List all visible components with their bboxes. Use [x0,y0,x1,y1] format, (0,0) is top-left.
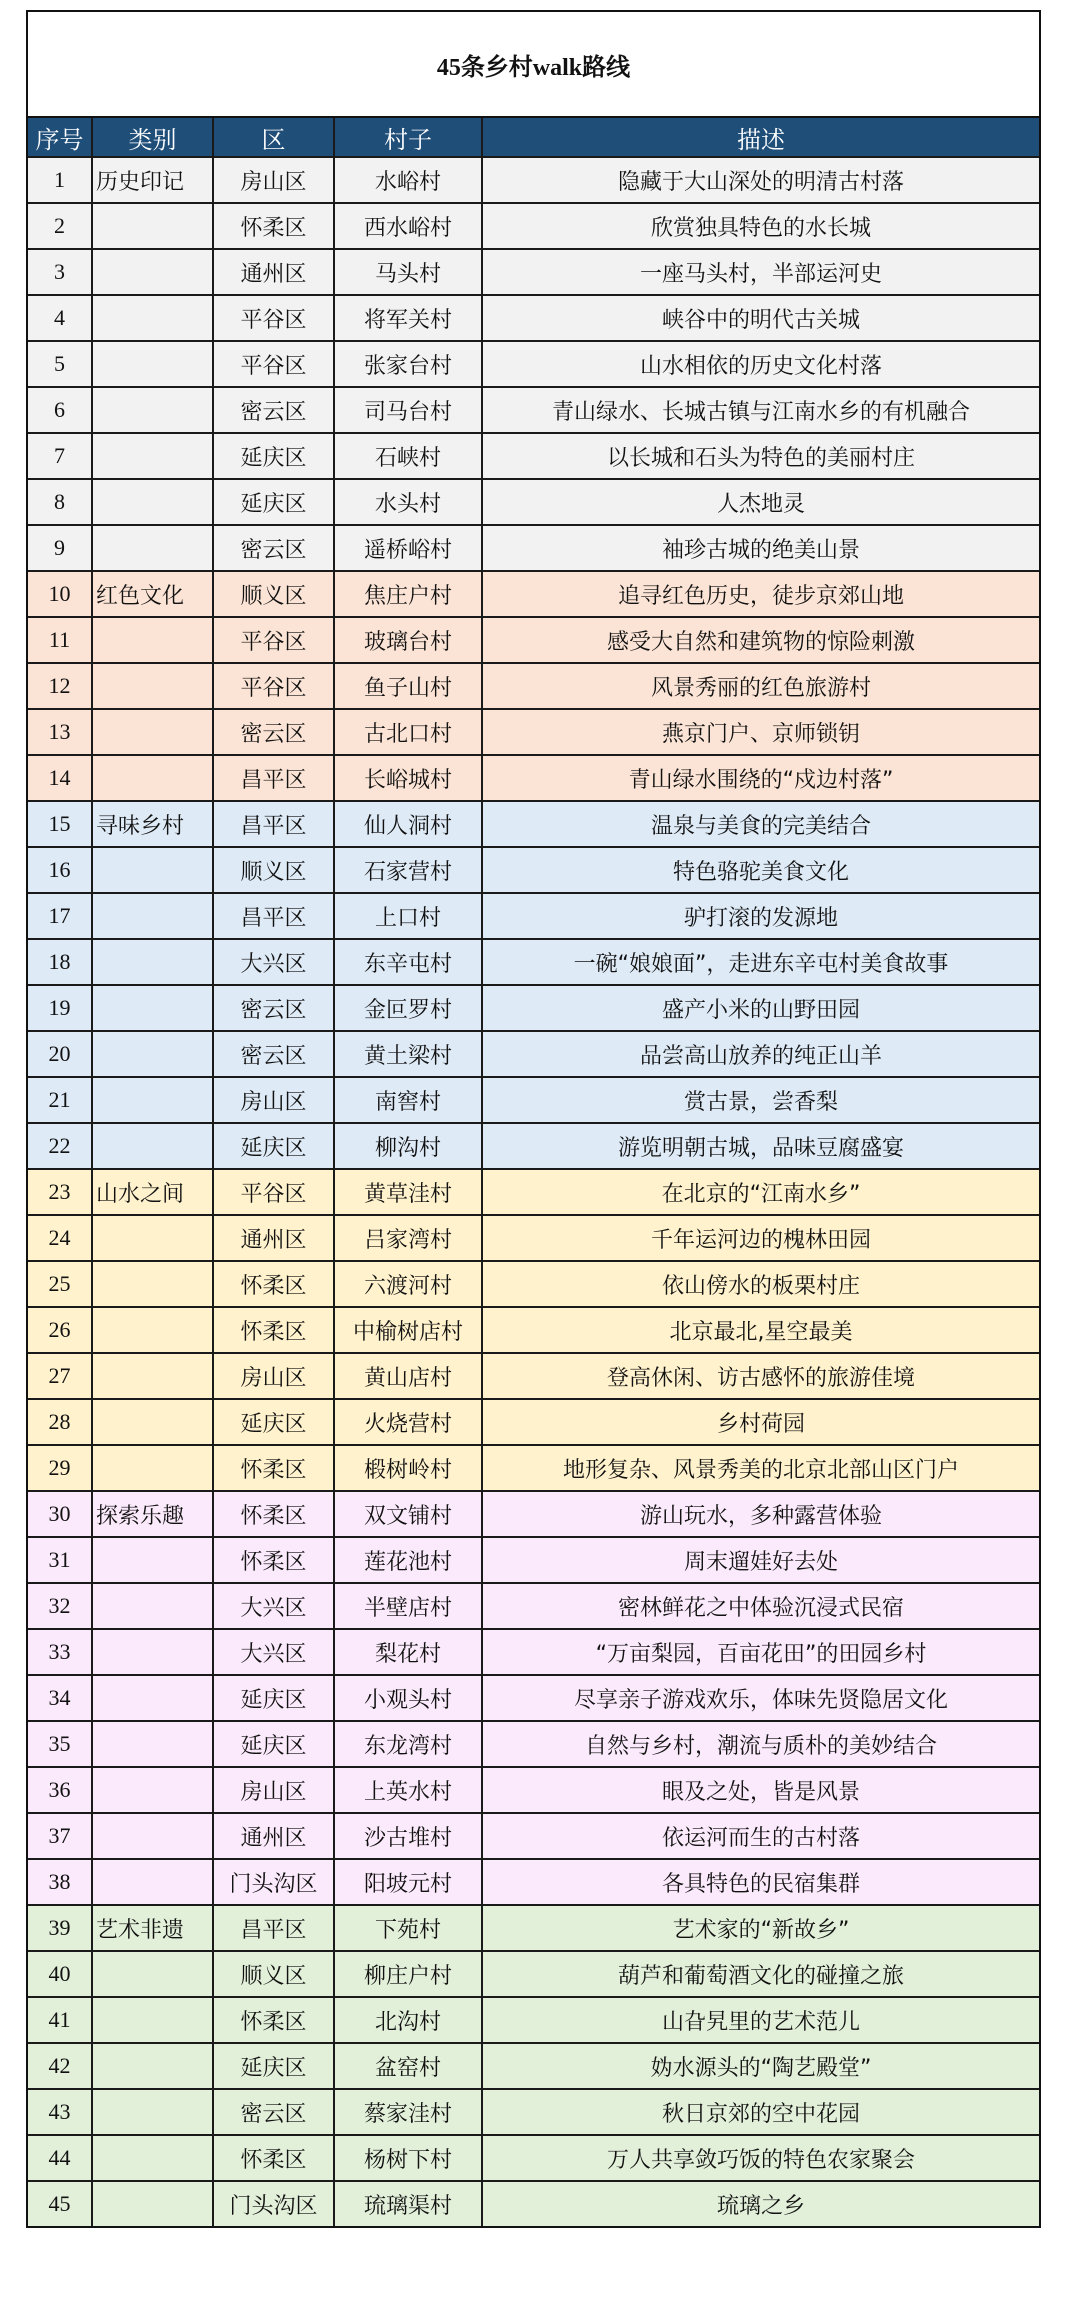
row-district: 平谷区 [213,295,334,341]
table-row [28,203,1039,249]
table-row [28,709,1039,755]
row-description: 追寻红色历史，徒步京郊山地 [482,571,1039,617]
row-district: 密云区 [213,985,334,1031]
table-row [28,1675,1039,1721]
row-district: 密云区 [213,525,334,571]
row-category [92,939,213,985]
row-district: 密云区 [213,1031,334,1077]
row-category: 寻味乡村 [92,801,213,847]
row-village: 阳坡元村 [334,1859,482,1905]
row-village: 梨花村 [334,1629,482,1675]
row-village: 莲花池村 [334,1537,482,1583]
row-number: 40 [28,1951,92,1997]
row-village: 柳沟村 [334,1123,482,1169]
row-category [92,617,213,663]
row-number: 8 [28,479,92,525]
table-row [28,341,1039,387]
row-category [92,2135,213,2181]
row-description: 感受大自然和建筑物的惊险刺激 [482,617,1039,663]
row-number: 12 [28,663,92,709]
row-district: 怀柔区 [213,203,334,249]
table-row [28,1031,1039,1077]
row-number: 11 [28,617,92,663]
row-number: 32 [28,1583,92,1629]
row-category [92,1767,213,1813]
row-number: 28 [28,1399,92,1445]
row-village: 蔡家洼村 [334,2089,482,2135]
table-row [28,479,1039,525]
row-district: 通州区 [213,1215,334,1261]
row-description: “万亩梨园，百亩花田”的田园乡村 [482,1629,1039,1675]
row-description: 一座马头村，半部运河史 [482,249,1039,295]
row-number: 15 [28,801,92,847]
table-row [28,1307,1039,1353]
table-row [28,893,1039,939]
row-description: 品尝高山放养的纯正山羊 [482,1031,1039,1077]
row-category [92,1123,213,1169]
header-category: 类别 [92,118,213,157]
table-row [28,1721,1039,1767]
row-district: 平谷区 [213,341,334,387]
row-category [92,203,213,249]
table-row [28,1123,1039,1169]
row-village: 黄土梁村 [334,1031,482,1077]
row-category [92,985,213,1031]
row-village: 小观头村 [334,1675,482,1721]
row-number: 2 [28,203,92,249]
row-village: 北沟村 [334,1997,482,2043]
row-description: 隐藏于大山深处的明清古村落 [482,157,1039,203]
row-number: 22 [28,1123,92,1169]
row-number: 30 [28,1491,92,1537]
row-village: 玻璃台村 [334,617,482,663]
row-number: 36 [28,1767,92,1813]
row-district: 怀柔区 [213,1445,334,1491]
table-row [28,295,1039,341]
row-district: 门头沟区 [213,1859,334,1905]
row-category [92,893,213,939]
table-row [28,2089,1039,2135]
row-category [92,847,213,893]
row-description: 登高休闲、访古感怀的旅游佳境 [482,1353,1039,1399]
row-number: 10 [28,571,92,617]
row-description: 琉璃之乡 [482,2181,1039,2226]
row-description: 游览明朝古城，品味豆腐盛宴 [482,1123,1039,1169]
row-number: 33 [28,1629,92,1675]
row-number: 9 [28,525,92,571]
row-district: 房山区 [213,1077,334,1123]
row-village: 水头村 [334,479,482,525]
row-number: 1 [28,157,92,203]
row-category: 山水之间 [92,1169,213,1215]
row-description: 青山绿水围绕的“戍边村落” [482,755,1039,801]
row-village: 西水峪村 [334,203,482,249]
row-description: 依山傍水的板栗村庄 [482,1261,1039,1307]
row-district: 延庆区 [213,1675,334,1721]
row-number: 24 [28,1215,92,1261]
table-row [28,387,1039,433]
row-district: 延庆区 [213,1721,334,1767]
row-village: 古北口村 [334,709,482,755]
row-district: 密云区 [213,709,334,755]
row-village: 上英水村 [334,1767,482,1813]
row-district: 平谷区 [213,663,334,709]
table-row [28,2135,1039,2181]
row-village: 将军关村 [334,295,482,341]
row-category [92,1997,213,2043]
row-number: 23 [28,1169,92,1215]
row-description: 燕京门户、京师锁钥 [482,709,1039,755]
row-district: 怀柔区 [213,1491,334,1537]
row-category [92,1307,213,1353]
row-description: 艺术家的“新故乡” [482,1905,1039,1951]
row-category [92,1859,213,1905]
table-row [28,1353,1039,1399]
row-village: 马头村 [334,249,482,295]
row-number: 39 [28,1905,92,1951]
table-row [28,1261,1039,1307]
row-village: 遥桥峪村 [334,525,482,571]
row-category [92,2181,213,2226]
table-row [28,801,1039,847]
table-row [28,847,1039,893]
row-description: 盛产小米的山野田园 [482,985,1039,1031]
row-village: 石家营村 [334,847,482,893]
row-category [92,1583,213,1629]
row-village: 火烧营村 [334,1399,482,1445]
row-number: 4 [28,295,92,341]
row-village: 半壁店村 [334,1583,482,1629]
table-row [28,157,1039,203]
row-description: 万人共享敛巧饭的特色农家聚会 [482,2135,1039,2181]
row-category: 历史印记 [92,157,213,203]
row-number: 21 [28,1077,92,1123]
row-village: 东龙湾村 [334,1721,482,1767]
row-category [92,1077,213,1123]
row-description: 密林鲜花之中体验沉浸式民宿 [482,1583,1039,1629]
row-district: 顺义区 [213,571,334,617]
row-number: 25 [28,1261,92,1307]
row-district: 房山区 [213,157,334,203]
row-district: 门头沟区 [213,2181,334,2226]
row-number: 29 [28,1445,92,1491]
row-village: 吕家湾村 [334,1215,482,1261]
table-row [28,2043,1039,2089]
row-district: 大兴区 [213,1629,334,1675]
row-village: 杨树下村 [334,2135,482,2181]
row-number: 13 [28,709,92,755]
row-district: 通州区 [213,249,334,295]
table-row [28,1491,1039,1537]
table-row [28,1629,1039,1675]
row-category [92,1353,213,1399]
row-number: 44 [28,2135,92,2181]
row-village: 上口村 [334,893,482,939]
row-district: 大兴区 [213,939,334,985]
row-number: 41 [28,1997,92,2043]
row-village: 椴树岭村 [334,1445,482,1491]
row-number: 38 [28,1859,92,1905]
row-category [92,525,213,571]
row-description: 青山绿水、长城古镇与江南水乡的有机融合 [482,387,1039,433]
row-category [92,1445,213,1491]
row-district: 怀柔区 [213,1537,334,1583]
row-description: 山水相依的历史文化村落 [482,341,1039,387]
row-description: 各具特色的民宿集群 [482,1859,1039,1905]
row-village: 柳庄户村 [334,1951,482,1997]
row-description: 峡谷中的明代古关城 [482,295,1039,341]
row-description: 以长城和石头为特色的美丽村庄 [482,433,1039,479]
row-number: 45 [28,2181,92,2226]
row-number: 35 [28,1721,92,1767]
row-category [92,479,213,525]
row-description: 风景秀丽的红色旅游村 [482,663,1039,709]
header-village: 村子 [334,118,482,157]
row-description: 地形复杂、风景秀美的北京北部山区门户 [482,1445,1039,1491]
row-category [92,1675,213,1721]
row-district: 通州区 [213,1813,334,1859]
row-number: 31 [28,1537,92,1583]
row-description: 葫芦和葡萄酒文化的碰撞之旅 [482,1951,1039,1997]
row-village: 水峪村 [334,157,482,203]
row-village: 焦庄户村 [334,571,482,617]
row-district: 怀柔区 [213,2135,334,2181]
row-category [92,1399,213,1445]
row-description: 游山玩水，多种露营体验 [482,1491,1039,1537]
row-number: 42 [28,2043,92,2089]
row-category [92,1537,213,1583]
route-table [28,118,1039,2226]
row-category [92,1813,213,1859]
row-category: 艺术非遗 [92,1905,213,1951]
row-category [92,2089,213,2135]
row-number: 18 [28,939,92,985]
table-row [28,433,1039,479]
table-row [28,1537,1039,1583]
row-number: 27 [28,1353,92,1399]
row-description: 袖珍古城的绝美山景 [482,525,1039,571]
row-village: 双文铺村 [334,1491,482,1537]
row-description: 周末遛娃好去处 [482,1537,1039,1583]
row-district: 昌平区 [213,893,334,939]
row-description: 山旮旯里的艺术范儿 [482,1997,1039,2043]
row-description: 秋日京郊的空中花园 [482,2089,1039,2135]
row-description: 尽享亲子游戏欢乐，体味先贤隐居文化 [482,1675,1039,1721]
table-row [28,525,1039,571]
table-row [28,1077,1039,1123]
row-district: 怀柔区 [213,1997,334,2043]
row-village: 沙古堆村 [334,1813,482,1859]
row-category [92,433,213,479]
row-category [92,755,213,801]
row-number: 14 [28,755,92,801]
table-row [28,1997,1039,2043]
row-district: 昌平区 [213,1905,334,1951]
row-category [92,387,213,433]
row-description: 欣赏独具特色的水长城 [482,203,1039,249]
table-row [28,1951,1039,1997]
row-district: 房山区 [213,1767,334,1813]
row-category [92,1031,213,1077]
row-number: 16 [28,847,92,893]
table-row [28,1583,1039,1629]
row-village: 黄草洼村 [334,1169,482,1215]
row-description: 千年运河边的槐林田园 [482,1215,1039,1261]
row-district: 密云区 [213,387,334,433]
row-category [92,1721,213,1767]
row-number: 3 [28,249,92,295]
table-row [28,1399,1039,1445]
table-row [28,1859,1039,1905]
row-category [92,2043,213,2089]
header-row [28,118,1039,157]
row-description: 在北京的“江南水乡” [482,1169,1039,1215]
header-no: 序号 [28,118,92,157]
row-number: 5 [28,341,92,387]
row-description: 依运河而生的古村落 [482,1813,1039,1859]
row-village: 下苑村 [334,1905,482,1951]
table-row [28,1215,1039,1261]
row-description: 温泉与美食的完美结合 [482,801,1039,847]
row-number: 17 [28,893,92,939]
table-row [28,1169,1039,1215]
row-description: 乡村荷园 [482,1399,1039,1445]
row-district: 昌平区 [213,801,334,847]
row-village: 中榆树店村 [334,1307,482,1353]
table-row [28,1767,1039,1813]
route-table-sheet [26,10,1041,2228]
row-category [92,1951,213,1997]
table-row [28,755,1039,801]
table-row [28,939,1039,985]
row-number: 7 [28,433,92,479]
row-category [92,341,213,387]
row-district: 房山区 [213,1353,334,1399]
header-district: 区 [213,118,334,157]
row-description: 眼及之处，皆是风景 [482,1767,1039,1813]
row-number: 26 [28,1307,92,1353]
row-district: 延庆区 [213,1123,334,1169]
row-village: 石峡村 [334,433,482,479]
row-village: 金叵罗村 [334,985,482,1031]
row-number: 43 [28,2089,92,2135]
row-village: 仙人洞村 [334,801,482,847]
row-village: 东辛屯村 [334,939,482,985]
row-village: 南窖村 [334,1077,482,1123]
row-description: 妫水源头的“陶艺殿堂” [482,2043,1039,2089]
row-district: 延庆区 [213,479,334,525]
row-district: 昌平区 [213,755,334,801]
row-category: 红色文化 [92,571,213,617]
row-number: 20 [28,1031,92,1077]
row-district: 密云区 [213,2089,334,2135]
row-category: 探索乐趣 [92,1491,213,1537]
row-village: 张家台村 [334,341,482,387]
table-row [28,1813,1039,1859]
row-category [92,1629,213,1675]
header-description: 描述 [482,118,1039,157]
table-row [28,2181,1039,2226]
row-district: 平谷区 [213,1169,334,1215]
table-row [28,249,1039,295]
row-category [92,249,213,295]
table-row [28,985,1039,1031]
table-row [28,571,1039,617]
row-village: 鱼子山村 [334,663,482,709]
row-district: 顺义区 [213,847,334,893]
row-number: 34 [28,1675,92,1721]
row-description: 人杰地灵 [482,479,1039,525]
row-category [92,1215,213,1261]
row-village: 琉璃渠村 [334,2181,482,2226]
row-district: 延庆区 [213,1399,334,1445]
row-village: 司马台村 [334,387,482,433]
row-village: 盆窑村 [334,2043,482,2089]
row-district: 延庆区 [213,2043,334,2089]
row-district: 顺义区 [213,1951,334,1997]
table-row [28,1905,1039,1951]
row-village: 六渡河村 [334,1261,482,1307]
row-district: 怀柔区 [213,1261,334,1307]
row-district: 平谷区 [213,617,334,663]
row-category [92,295,213,341]
row-description: 赏古景，尝香梨 [482,1077,1039,1123]
row-number: 37 [28,1813,92,1859]
row-district: 延庆区 [213,433,334,479]
table-title: 45条乡村walk路线 [28,12,1039,118]
table-row [28,617,1039,663]
row-category [92,1261,213,1307]
row-category [92,709,213,755]
row-description: 一碗“娘娘面”，走进东辛屯村美食故事 [482,939,1039,985]
row-description: 北京最北,星空最美 [482,1307,1039,1353]
row-village: 长峪城村 [334,755,482,801]
row-number: 19 [28,985,92,1031]
row-village: 黄山店村 [334,1353,482,1399]
table-row [28,663,1039,709]
row-district: 大兴区 [213,1583,334,1629]
row-description: 自然与乡村，潮流与质朴的美妙结合 [482,1721,1039,1767]
row-number: 6 [28,387,92,433]
table-body [28,157,1039,2226]
table-row [28,1445,1039,1491]
row-description: 特色骆驼美食文化 [482,847,1039,893]
row-description: 驴打滚的发源地 [482,893,1039,939]
row-district: 怀柔区 [213,1307,334,1353]
row-category [92,663,213,709]
